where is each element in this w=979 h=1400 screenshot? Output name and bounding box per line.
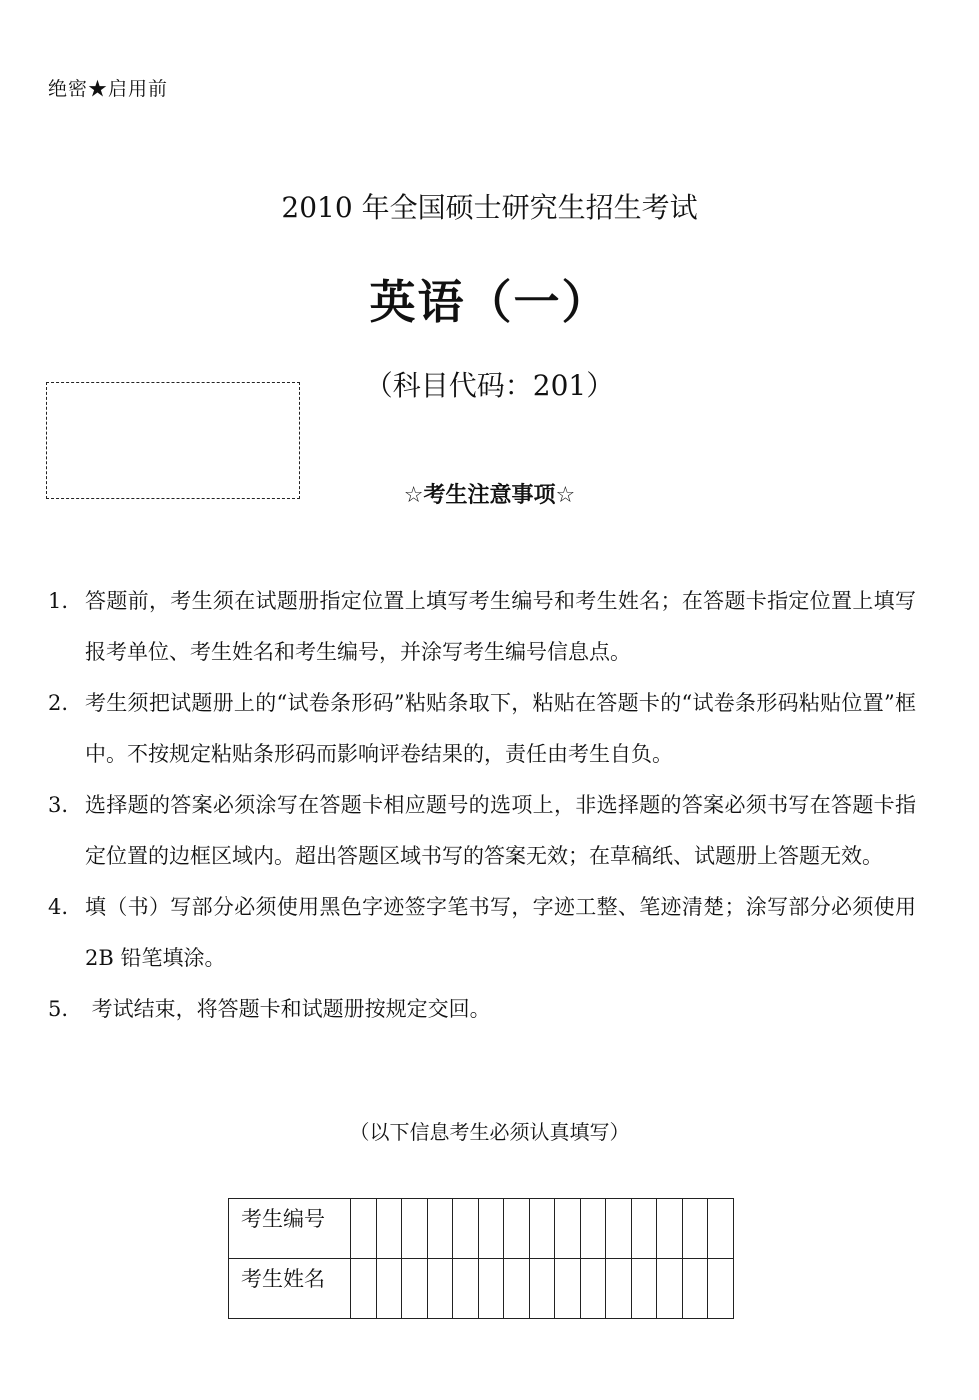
entry-box[interactable] xyxy=(376,1199,402,1259)
entry-box[interactable] xyxy=(555,1259,581,1319)
notice-item-text: 考生须把试题册上的“试卷条形码”粘贴条取下，粘贴在答题卡的“试卷条形码粘贴位置”框中。不按规定粘贴条形码而影响评卷结果的，责任由考生自负。 xyxy=(85,691,916,766)
entry-box[interactable] xyxy=(580,1199,606,1259)
exam-title: 2010 年全国硕士研究生招生考试 xyxy=(281,191,698,224)
entry-box[interactable] xyxy=(529,1199,555,1259)
entry-box[interactable] xyxy=(402,1199,428,1259)
notice-item-text: 答题前，考生须在试题册指定位置上填写考生编号和考生姓名；在答题卡指定位置上填写报考单位、考生姓名和考生编号，并涂写考生编号信息点。 xyxy=(85,589,916,664)
notice-item xyxy=(48,576,916,678)
notice-item-number: 5. xyxy=(48,997,69,1021)
notice-item-text: 考试结束，将答题卡和试题册按规定交回。 xyxy=(85,997,491,1021)
entry-box[interactable] xyxy=(402,1259,428,1319)
candidate-info-table xyxy=(228,1198,734,1319)
notice-item xyxy=(48,984,916,1035)
notice-item xyxy=(48,882,916,984)
candidate-number-row xyxy=(229,1199,734,1259)
entry-box[interactable] xyxy=(682,1259,708,1319)
entry-box[interactable] xyxy=(478,1199,504,1259)
notice-title: ☆考生注意事项☆ xyxy=(403,483,576,508)
notice-item xyxy=(48,678,916,780)
entry-box[interactable] xyxy=(606,1259,632,1319)
entry-box[interactable] xyxy=(657,1259,683,1319)
entry-box[interactable] xyxy=(631,1199,657,1259)
entry-box[interactable] xyxy=(427,1259,453,1319)
entry-box[interactable] xyxy=(504,1199,530,1259)
notice-item-number: 1. xyxy=(48,589,69,613)
entry-box[interactable] xyxy=(376,1259,402,1319)
notice-item xyxy=(48,780,916,882)
entry-box[interactable] xyxy=(529,1259,555,1319)
entry-box[interactable] xyxy=(504,1259,530,1319)
subject-code: （科目代码：201） xyxy=(364,369,615,402)
form-fill-hint: （以下信息考生必须认真填写） xyxy=(349,1120,630,1144)
entry-box[interactable] xyxy=(657,1199,683,1259)
entry-box[interactable] xyxy=(351,1199,377,1259)
notice-list xyxy=(48,576,916,1035)
notice-item-text: 填（书）写部分必须使用黑色字迹签字笔书写，字迹工整、笔迹清楚；涂写部分必须使用 2B 铅笔填涂。 xyxy=(85,895,916,970)
entry-box[interactable] xyxy=(708,1199,734,1259)
entry-box[interactable] xyxy=(580,1259,606,1319)
notice-item-text: 选择题的答案必须涂写在答题卡相应题号的选项上，非选择题的答案必须书写在答题卡指定位置的边框区域内。超出答题区域书写的答案无效；在草稿纸、试题册上答题无效。 xyxy=(85,793,916,868)
entry-box[interactable] xyxy=(708,1259,734,1319)
candidate-number-label: 考生编号 xyxy=(229,1199,351,1259)
entry-box[interactable] xyxy=(682,1199,708,1259)
entry-box[interactable] xyxy=(606,1199,632,1259)
notice-item-number: 3. xyxy=(48,793,69,817)
secret-mark: 绝密★启用前 xyxy=(48,78,169,100)
candidate-name-label: 考生姓名 xyxy=(229,1259,351,1319)
candidate-name-row xyxy=(229,1259,734,1319)
entry-box[interactable] xyxy=(631,1259,657,1319)
entry-box[interactable] xyxy=(453,1199,479,1259)
notice-item-number: 4. xyxy=(48,895,69,919)
entry-box[interactable] xyxy=(351,1259,377,1319)
entry-box[interactable] xyxy=(427,1199,453,1259)
entry-box[interactable] xyxy=(453,1259,479,1319)
subject-title: 英语（一） xyxy=(369,275,610,329)
entry-box[interactable] xyxy=(478,1259,504,1319)
entry-box[interactable] xyxy=(555,1199,581,1259)
notice-item-number: 2. xyxy=(48,691,69,715)
